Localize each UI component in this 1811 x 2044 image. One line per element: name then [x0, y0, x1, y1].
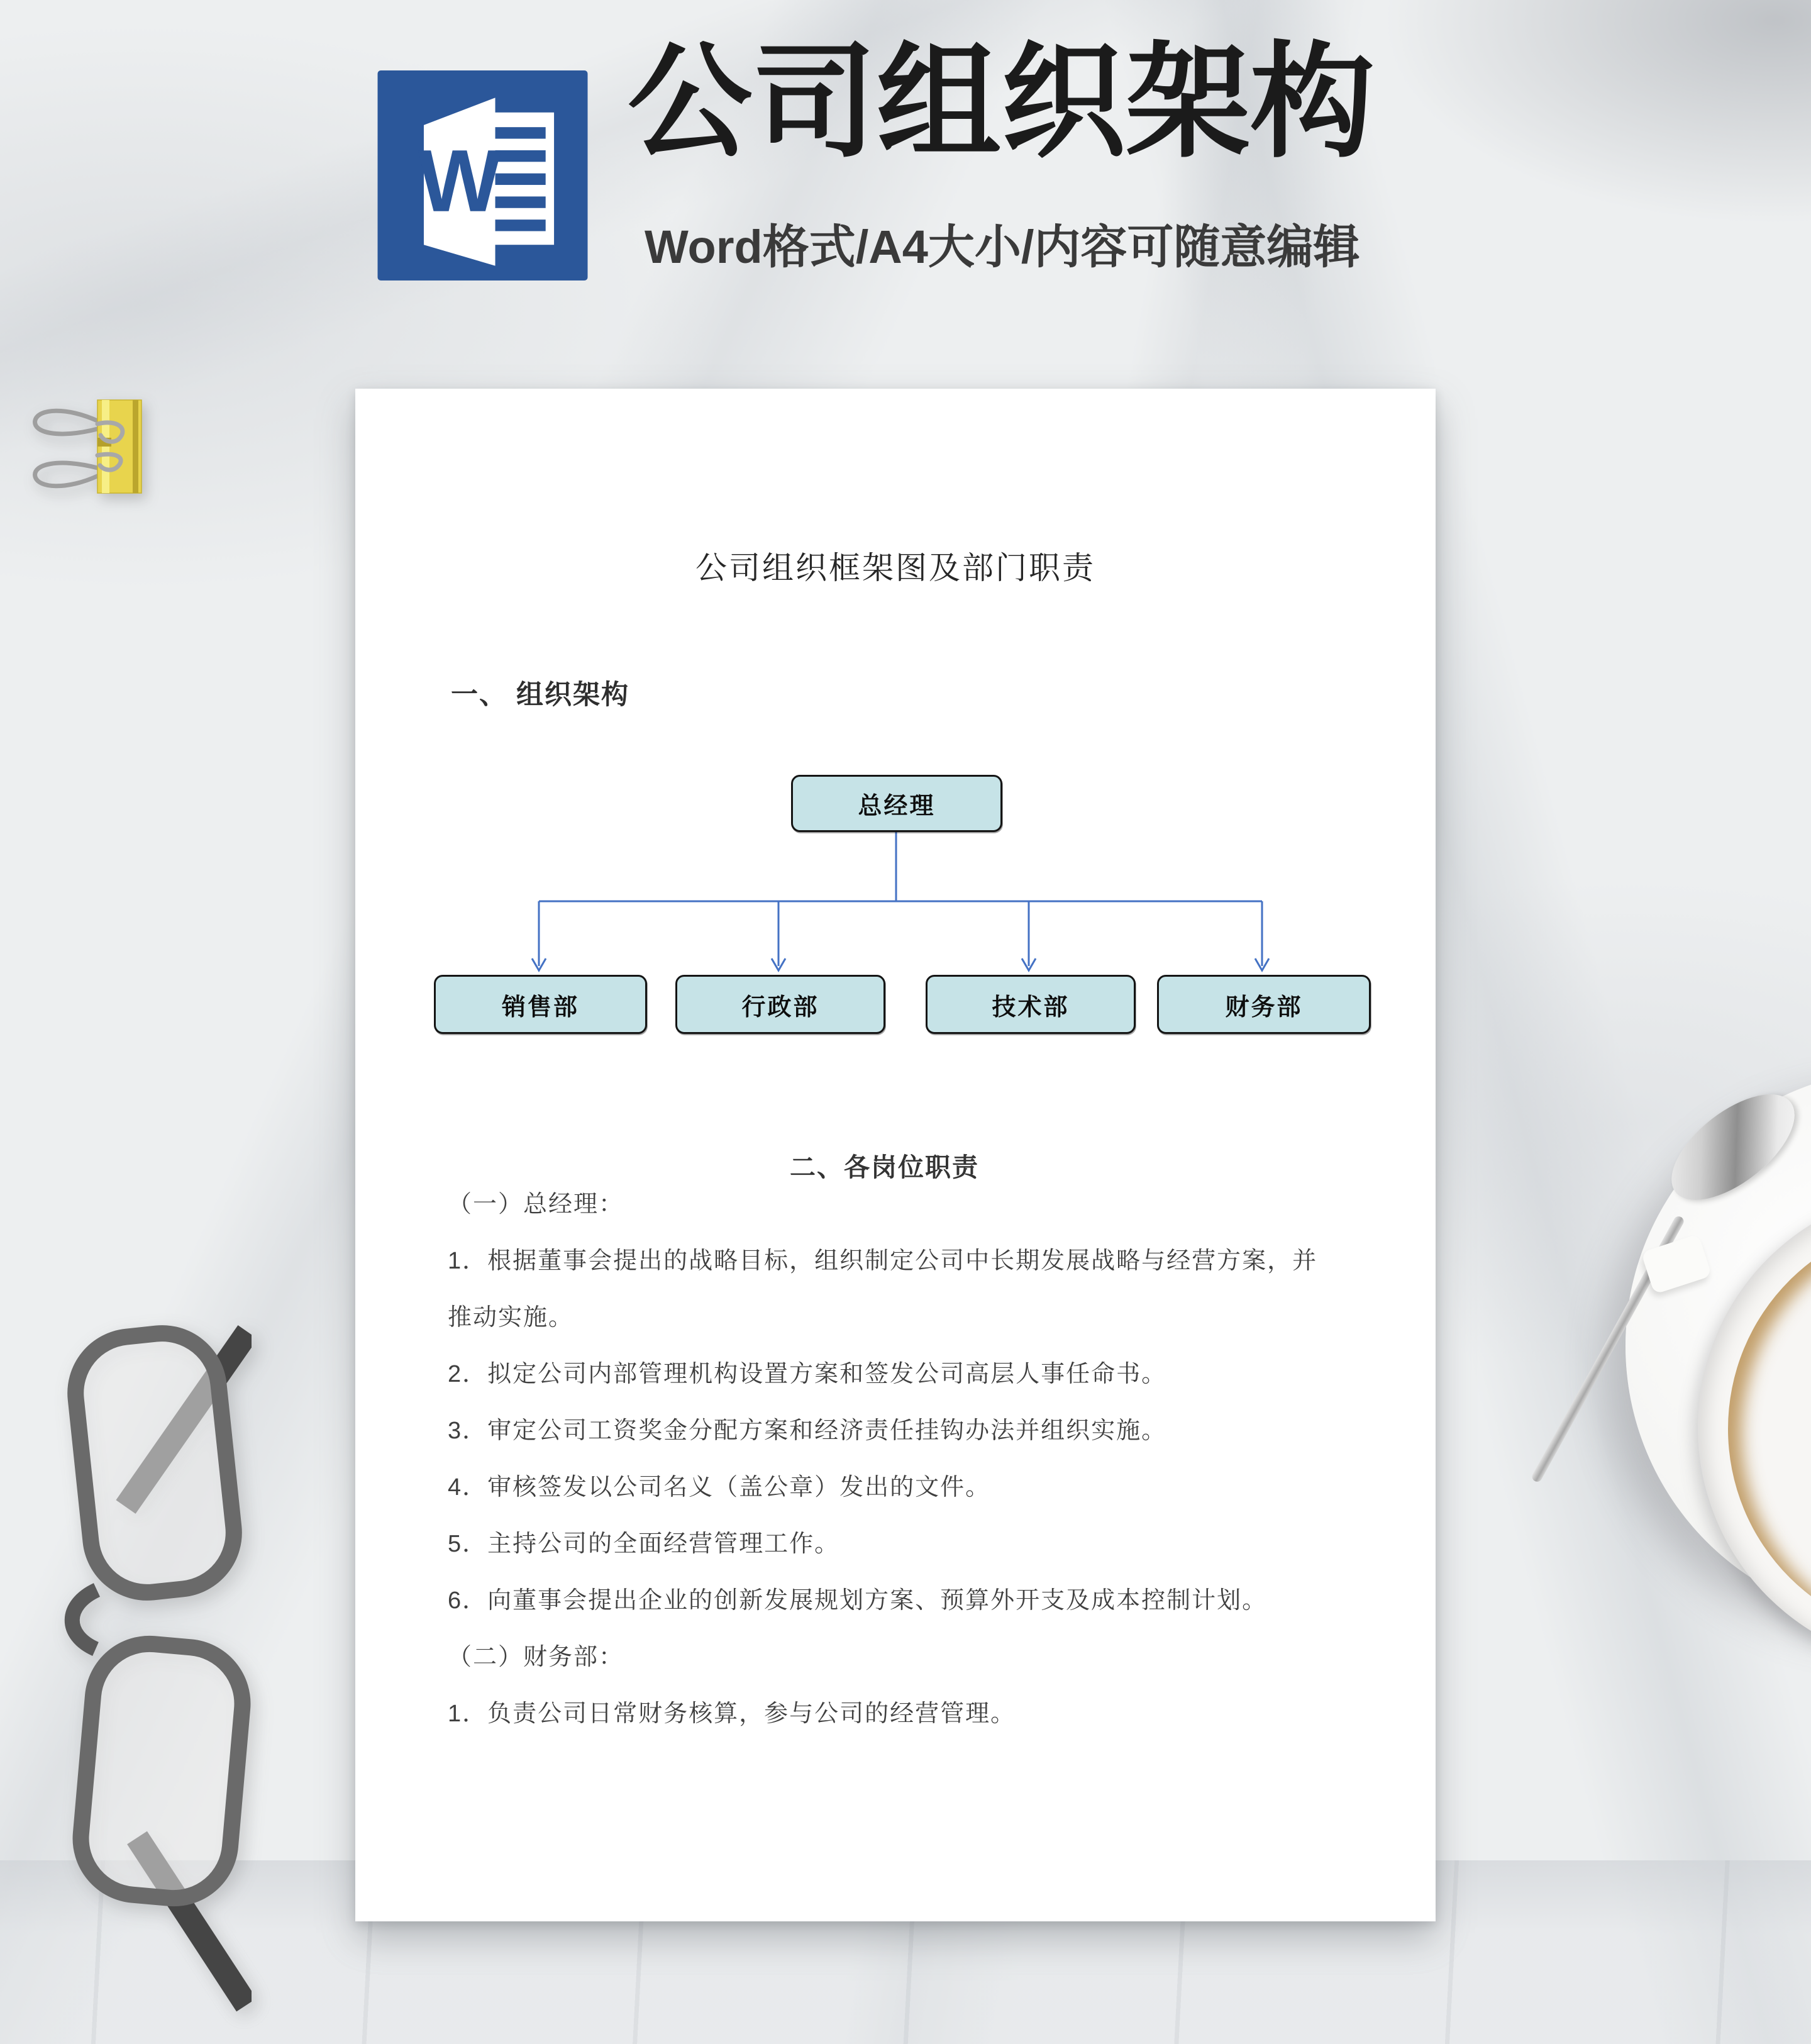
body-line: 1．根据董事会提出的战略目标，组织制定公司中长期发展战略与经营方案，并: [448, 1248, 1318, 1274]
body-line: 3．审定公司工资奖金分配方案和经济责任挂钩办法并组织实施。: [448, 1418, 1167, 1444]
binder-clip: [22, 384, 154, 503]
org-node-admin-dept: 行政部: [675, 975, 885, 1034]
org-node-tech-dept: 技术部: [926, 975, 1136, 1034]
org-node-finance-dept: 财务部: [1157, 975, 1371, 1034]
org-node-general-manager: 总经理: [791, 775, 1002, 832]
word-icon-letter: W: [418, 131, 501, 230]
body-line: 5．主持公司的全面经营管理工作。: [448, 1531, 840, 1557]
body-line: 6．向董事会提出企业的创新发展规划方案、预算外开支及成本控制计划。: [448, 1587, 1268, 1614]
body-line: 2．拟定公司内部管理机构设置方案和签发公司高层人事任命书。: [448, 1361, 1167, 1387]
body-text-block: [448, 1176, 1391, 1742]
banner-subtitle: Word格式/A4大小/内容可随意编辑: [645, 221, 1360, 273]
body-line: 推动实施。: [448, 1304, 574, 1331]
body-line: 1．负责公司日常财务核算，参与公司的经营管理。: [448, 1701, 1016, 1727]
word-icon: [377, 70, 588, 280]
section2-heading: 二、各岗位职责: [790, 1153, 979, 1182]
document-page: [355, 389, 1436, 1921]
body-line: （一）总经理：: [448, 1191, 624, 1218]
body-line: 4．审核签发以公司名义（盖公章）发出的文件。: [448, 1474, 991, 1501]
section1-heading: 一、 组织架构: [451, 680, 629, 710]
eyeglasses: [25, 1296, 252, 2044]
body-line: （二）财务部：: [448, 1644, 624, 1670]
document-title: 公司组织框架图及部门职责: [695, 550, 1095, 586]
org-node-sales-dept: 销售部: [434, 975, 647, 1034]
banner-title: 公司组织架构: [628, 33, 1375, 172]
